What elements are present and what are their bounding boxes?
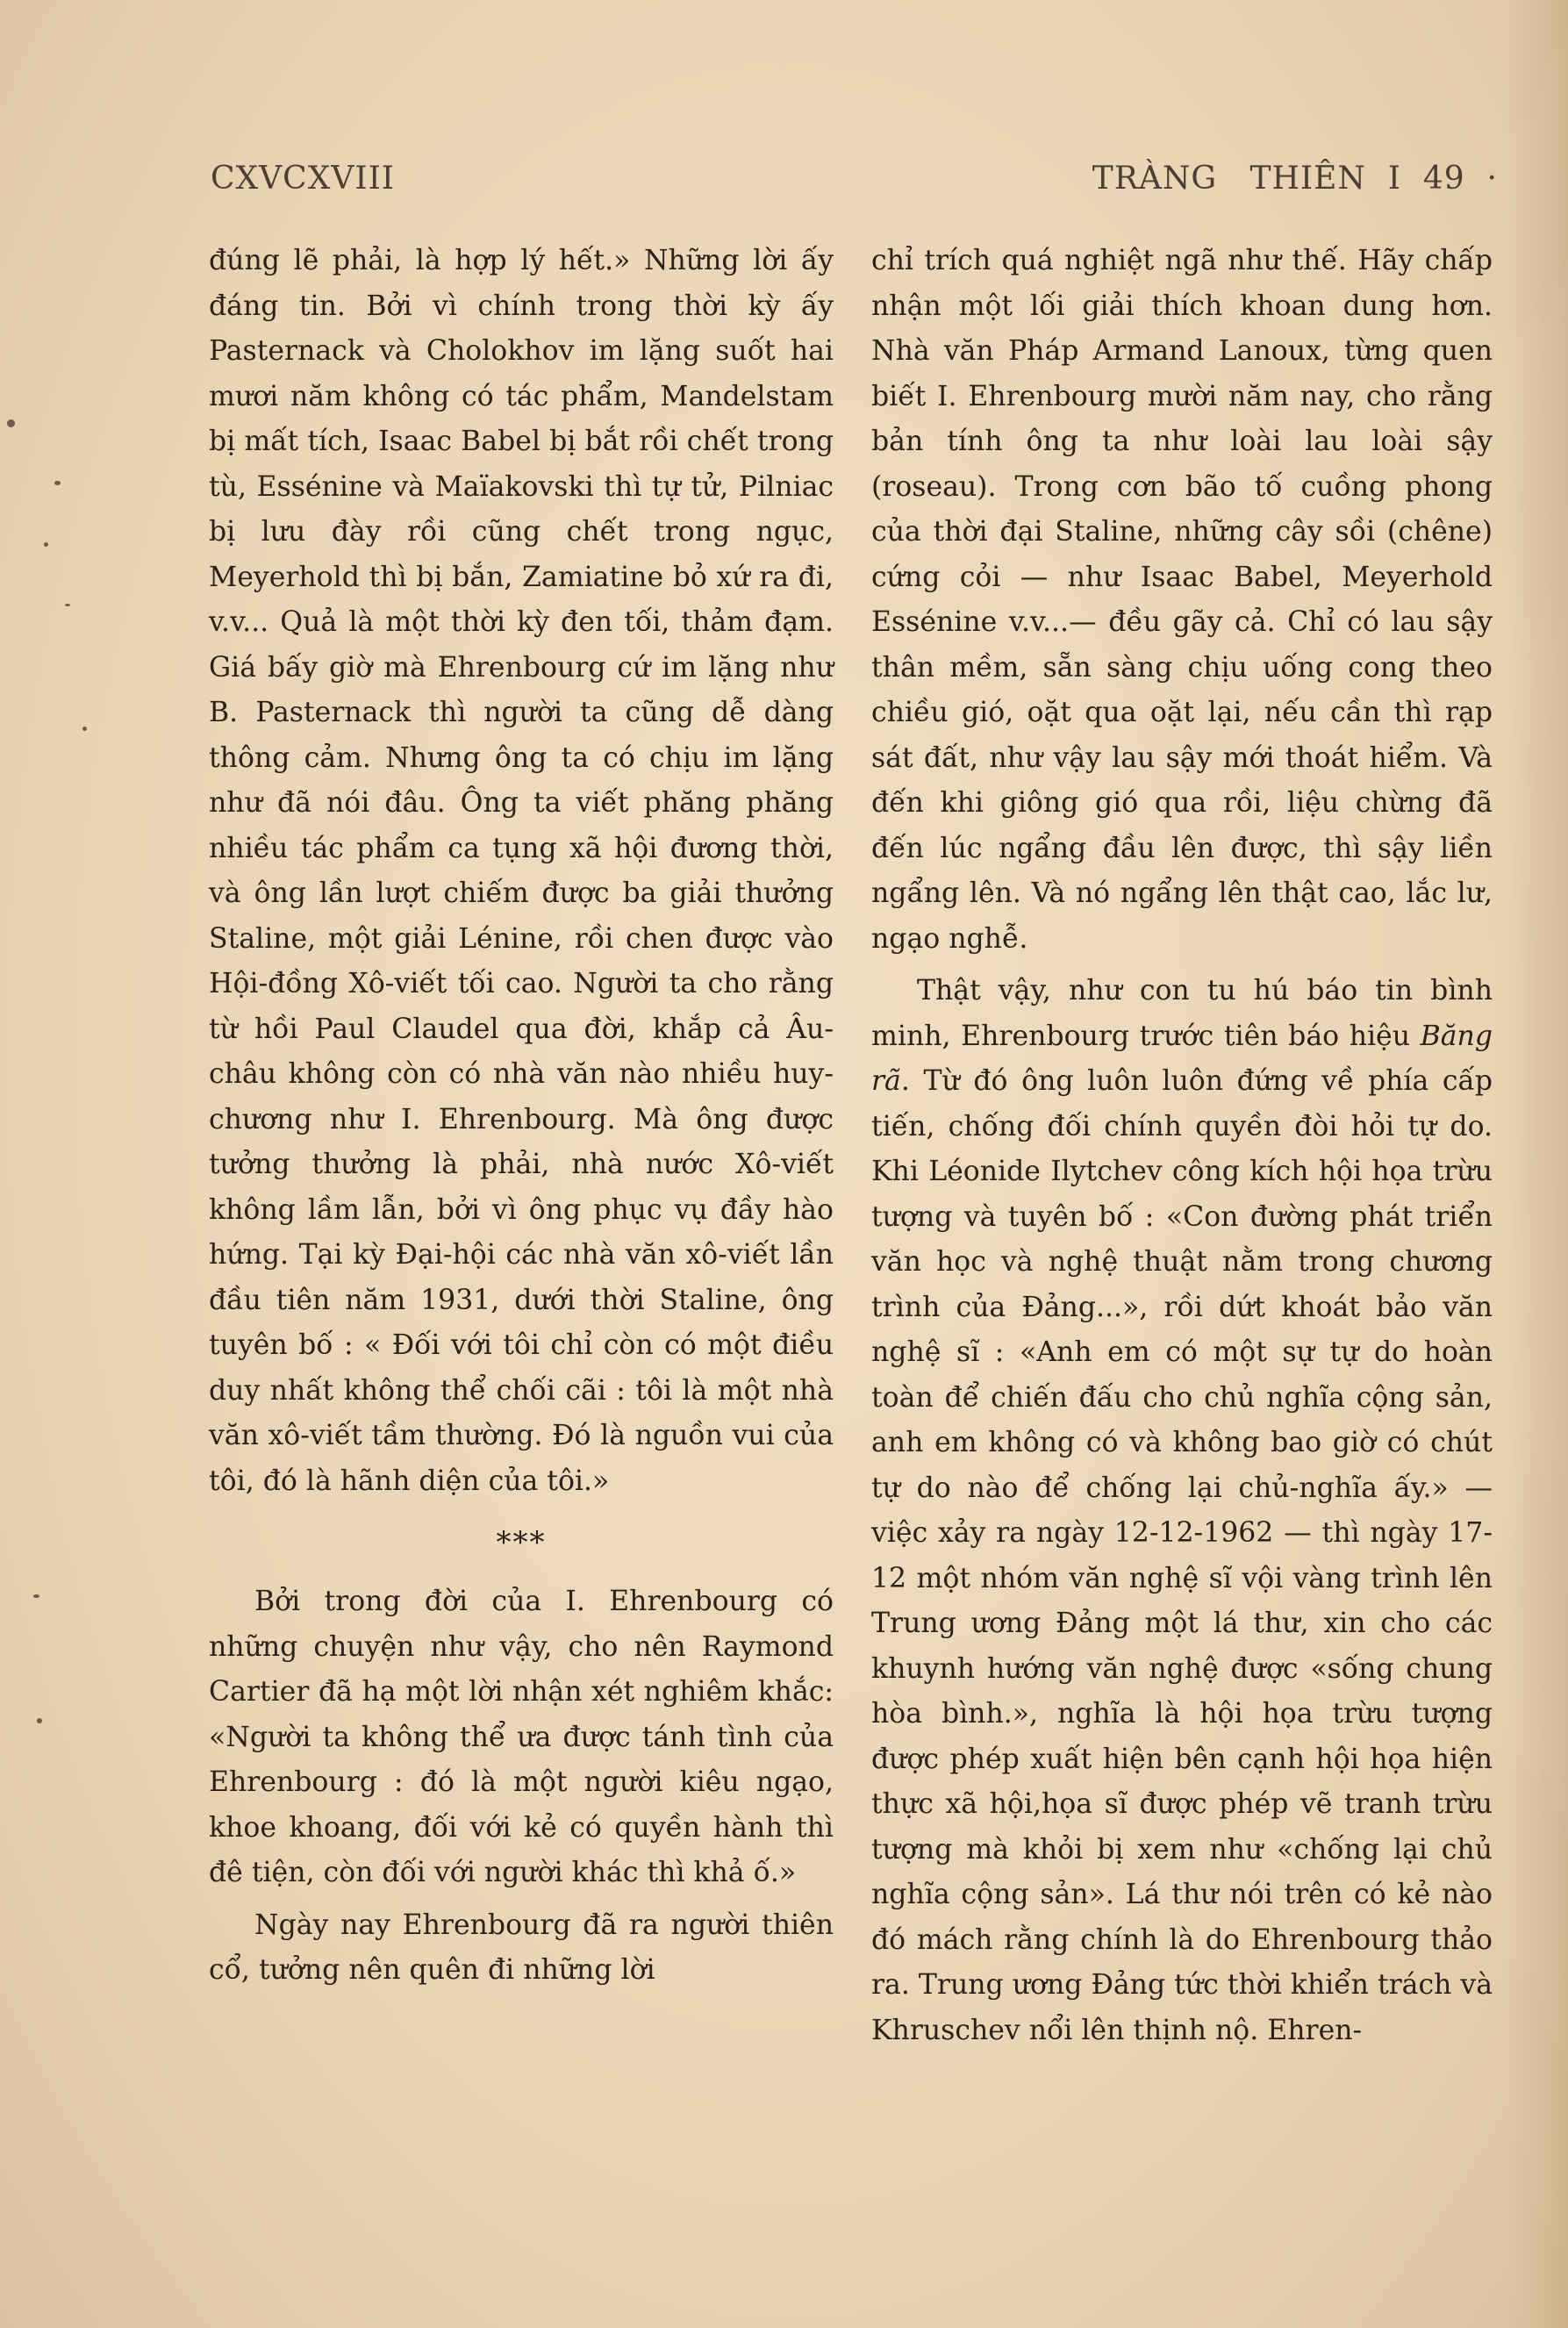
paper-speck <box>54 481 61 485</box>
page-edge-shadow <box>1507 0 1568 2328</box>
left-paragraph-2: Bởi trong đời của I. Ehrenbourg có những chuyện như vậy, cho nên Raymond Cartier đã hạ một lời nhận xét nghiêm khắc: «Người ta không thể ưa được tánh tình của Ehrenbourg : đó là một người kiêu ngạo, khoe khoang, đối với kẻ có quyền hành thì đê tiện, còn đối với người khác thì khả ố.» <box>209 1586 834 1888</box>
paper-speck <box>7 419 15 427</box>
header-author-page: TRÀNG THIÊN I 49 · <box>1092 161 1498 197</box>
paper-speck <box>44 542 48 547</box>
left-paragraph-3: Ngày nay Ehrenbourg đã ra người thiên cổ, tưởng nên quên đi những lời <box>209 1909 834 1986</box>
right-column <box>871 239 1493 2053</box>
running-header <box>211 161 1498 204</box>
left-column <box>209 239 834 1994</box>
right-paragraph-1: chỉ trích quá nghiệt ngã như thế. Hãy chấp nhận một lối giải thích khoan dung hơn. Nhà văn Pháp Armand Lanoux, từng quen biết I. Ehrenbourg mười năm nay, cho rằng bản tính ông ta như loài lau loài sậy (roseau). Trong cơn bão tố cuồng phong của thời đại Staline, những cây sồi (chêne) cứng cỏi — như Isaac Babel, Meyerhold Essénine v.v...— đều gãy cả. Chỉ có lau sậy thân mềm, sẵn sàng chịu uống cong theo chiều gió, oặt qua oặt lại, nếu cần thì rạp sát đất, như vậy lau sậy mới thoát hiểm. Và đến khi giông gió qua rồi, liệu chừng đã đến lúc ngẩng đầu lên được, thì sậy liền ngẩng lên. Và nó ngẩng lên thật cao, lắc lư, ngạo nghễ. <box>871 245 1493 955</box>
right-paragraph-2-rest: . Từ đó ông luôn luôn đứng về phía cấp tiến, chống đối chính quyền đòi hỏi tự do. Khi Léonide Ilytchev công kích hội họa trừu tượng và tuyên bố : «Con đường phát triển văn học và nghệ thuật nằm trong chương trình của Đảng...», rồi dứt khoát bảo văn nghệ sĩ : «Anh em có một sự tự do hoàn toàn để chiến đấu cho chủ nghĩa cộng sản, anh em không có và không bao giờ có chút tự do nào để chống lại chủ-nghĩa ấy.» — việc xảy ra ngày 12-12-1962 — thì ngày 17-12 một nhóm văn nghệ sĩ vội vàng trình lên Trung ương Đảng một lá thư, xin cho các khuynh hướng văn nghệ được «sống chung hòa bình.», nghĩa là hội họa trừu tượng được phép xuất hiện bên cạnh hội họa hiện thực xã hội,họa sĩ được phép vẽ tranh trừu tượng mà khỏi bị xem như «chống lại chủ nghĩa cộng sản». Lá thư nói trên có kẻ nào đó mách rằng chính là do Ehrenbourg thảo ra. Trung ương Đảng tức thời khiển trách và Khruschev nổi lên thịnh nộ. Ehren- <box>871 1065 1493 2046</box>
right-paragraph-2 <box>871 969 1493 2053</box>
header-issue-number: CXVCXVIII <box>211 161 396 197</box>
paper-speck <box>82 727 87 731</box>
paper-speck <box>37 1718 42 1723</box>
left-paragraph-1: đúng lẽ phải, là hợp lý hết.» Những lời ấy đáng tin. Bởi vì chính trong thời kỳ ấy Pasternack và Cholokhov im lặng suốt hai mươi năm không có tác phẩm, Mandelstam bị mất tích, Isaac Babel bị bắt rồi chết trong tù, Essénine và Maïakovski thì tự tử, Pilniac bị lưu đày rồi cũng chết trong ngục, Meyerhold thì bị bắn, Zamiatine bỏ xứ ra đi, v.v... Quả là một thời kỳ đen tối, thảm đạm. Giá bấy giờ mà Ehrenbourg cứ im lặng như B. Pasternack thì người ta cũng dễ dàng thông cảm. Nhưng ông ta có chịu im lặng như đã nói đâu. Ông ta viết phăng phăng nhiều tác phẩm ca tụng xã hội đương thời, và ông lần lượt chiếm được ba giải thưởng Staline, một giải Lénine, rồi chen được vào Hội-đồng Xô-viết tối cao. Người ta cho rằng từ hồi Paul Claudel qua đời, khắp cả Âu-châu không còn có nhà văn nào nhiều huy-chương như I. Ehrenbourg. Mà ông được tưởng thưởng là phải, nhà nước Xô-viết không lầm lẫn, bởi vì ông phục vụ đầy hào hứng. Tại kỳ Đại-hội các nhà văn xô-viết lần đầu tiên năm 1931, dưới thời Staline, ông tuyên bố : « Đối với tôi chỉ còn có một điều duy nhất không thể chối cãi : tôi là một nhà văn xô-viết tầm thường. Đó là nguồn vui của tôi, đó là hãnh diện của tôi.» <box>209 245 834 1497</box>
right-paragraph-2-start: Thật vậy, như con tu hú báo tin bình minh, Ehrenbourg trước tiên báo hiệu <box>871 975 1493 1052</box>
paper-speck <box>33 1594 39 1598</box>
paper-speck <box>65 604 70 606</box>
section-separator-stars: *⁠*⁠* <box>496 1525 547 1560</box>
italic-title-bang-ra: Băng rã <box>871 1020 1493 1097</box>
